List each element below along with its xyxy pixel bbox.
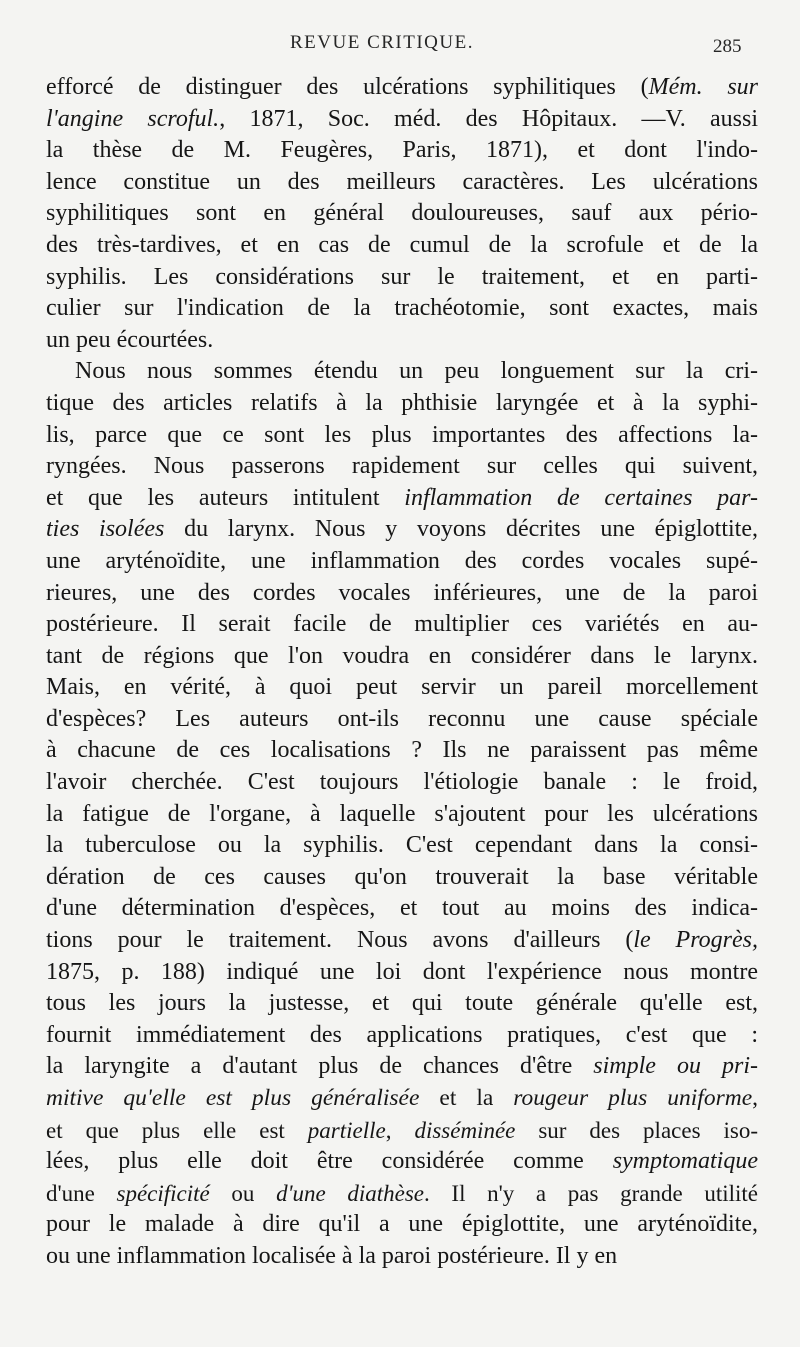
text-run: la fatigue de l'organe, à laquelle s'ajoutent pour les ulcérations [46, 800, 758, 827]
text-run: tous les jours la justesse, et qui toute générale qu'elle est, [46, 990, 758, 1017]
text-run: syphilis. Les considérations sur le traitement, et en parti- [46, 263, 758, 290]
text-line [46, 293, 758, 325]
text-line [46, 1209, 758, 1241]
italic-text-run: l'angine scroful. [46, 105, 220, 132]
text-run: et que les auteurs intitulent [46, 484, 405, 511]
text-run: , 1871, Soc. méd. des Hôpitaux. —V. aussi [219, 105, 758, 132]
text-line [46, 262, 758, 294]
text-run: tions pour le traitement. Nous avons d'ailleurs ( [46, 927, 634, 954]
text-run: et la [419, 1085, 514, 1111]
page-header [0, 30, 800, 60]
text-line [46, 578, 758, 610]
text-line [46, 230, 758, 262]
text-run: un peu écourtées. [46, 326, 214, 353]
italic-text-run: rougeur plus uniforme [513, 1085, 753, 1111]
text-run: d'une [46, 1180, 117, 1206]
text-run: postérieure. Il serait facile de multiplier ces variétés en au- [46, 611, 758, 638]
text-line [46, 641, 758, 673]
text-line [46, 167, 758, 199]
text-line [46, 767, 758, 799]
text-line [46, 104, 758, 136]
text-line [46, 325, 758, 357]
text-run: des très-tardives, et en cas de cumul de la scrofule et de la [46, 231, 758, 258]
text-line [46, 514, 758, 546]
text-line [46, 609, 758, 641]
text-line [46, 1083, 758, 1115]
text-run: lence constitue un des meilleurs caractères. Les ulcérations [46, 168, 758, 195]
text-run: . Il n'y a pas grande utilité [424, 1180, 758, 1206]
text-line [46, 893, 758, 925]
text-line [46, 1146, 758, 1178]
text-run: ou une inflammation localisée à la paroi postérieure. Il y en [46, 1242, 618, 1269]
text-run: lis, parce que ce sont les plus importantes des affections la- [46, 421, 758, 448]
text-run: une aryténoïdite, une inflammation des cordes vocales supé- [46, 547, 758, 574]
text-run: syphilitiques sont en général douloureuses, sauf aux pério- [46, 200, 758, 227]
text-line [46, 451, 758, 483]
text-run: efforcé de distinguer des ulcérations syphilitiques ( [46, 74, 649, 100]
text-run: la tuberculose ou la syphilis. C'est cependant dans la consi- [46, 832, 758, 859]
text-line [46, 198, 758, 230]
text-run: dération de ces causes qu'on trouverait la base véritable [46, 863, 758, 890]
text-line [46, 72, 758, 104]
text-run: fournit immédiatement des applications pratiques, c'est que : [46, 1021, 758, 1048]
text-run: ryngées. Nous passerons rapidement sur celles qui suivent, [46, 453, 758, 480]
text-run: à chacune de ces localisations ? Ils ne paraissent pas même [46, 737, 758, 764]
text-run: du larynx. Nous y voyons décrites une épiglottite, [164, 516, 758, 543]
text-line [46, 862, 758, 894]
text-run: lées, plus elle doit être considérée comme [46, 1148, 613, 1175]
italic-text-run: mitive qu'elle est plus généralisée [46, 1085, 420, 1111]
italic-text-run: inflammation de certaines par- [404, 484, 758, 511]
text-run: d'espèces? Les auteurs ont-ils reconnu une cause spéciale [46, 705, 758, 732]
italic-text-run: le Progrès, [633, 927, 758, 954]
text-run: rieures, une des cordes vocales inférieures, une de la paroi [46, 579, 758, 606]
body-text [46, 72, 758, 1273]
text-line [46, 988, 758, 1020]
text-run: l'avoir cherchée. C'est toujours l'étiologie banale : le froid, [46, 769, 758, 796]
text-line [46, 735, 758, 767]
text-run: , [385, 1117, 415, 1143]
italic-text-run: Mém. sur [648, 74, 758, 100]
italic-text-run: simple ou pri- [593, 1053, 758, 1080]
italic-text-run: d'une diathèse [276, 1180, 425, 1206]
text-run: Mais, en vérité, à quoi peut servir un pareil morcellement [46, 674, 758, 701]
text-line [46, 799, 758, 831]
text-run: la laryngite a d'autant plus de chances d'être [46, 1053, 594, 1080]
text-run: la thèse de M. Feugères, Paris, 1871), et dont l'indo- [46, 137, 758, 164]
text-run: tique des articles relatifs à la phthisie laryngée et à la syphi- [46, 389, 758, 416]
text-run: Nous nous sommes étendu un peu longuement sur la cri- [75, 358, 758, 385]
text-run: 1875, p. 188) indiqué une loi dont l'expérience nous montre [46, 958, 758, 985]
text-line [46, 135, 758, 167]
text-run: culier sur l'indication de la trachéotomie, sont exactes, mais [46, 295, 758, 322]
italic-text-run: spécificité [116, 1180, 210, 1206]
text-run: , [752, 1085, 758, 1111]
text-run: tant de régions que l'on voudra en considérer dans le larynx. [46, 642, 758, 669]
text-line [46, 957, 758, 989]
text-line [46, 356, 758, 388]
text-run: sur des places iso- [515, 1117, 758, 1143]
text-line [46, 672, 758, 704]
text-run: et que plus elle est [46, 1117, 308, 1143]
text-line [46, 1115, 758, 1147]
text-run: pour le malade à dire qu'il a une épiglottite, une aryténoïdite, [46, 1211, 758, 1238]
text-line [46, 1241, 758, 1273]
text-run: d'une détermination d'espèces, et tout au moins des indica- [46, 895, 758, 922]
text-line [46, 1178, 758, 1210]
text-line [46, 704, 758, 736]
italic-text-run: ties isolées [46, 516, 165, 543]
italic-text-run: disséminée [414, 1117, 516, 1143]
text-run: ou [209, 1180, 277, 1206]
text-line [46, 420, 758, 452]
text-line [46, 830, 758, 862]
italic-text-run: partielle [307, 1117, 386, 1143]
text-line [46, 925, 758, 957]
text-line [46, 388, 758, 420]
running-head: REVUE CRITIQUE. [290, 32, 474, 53]
italic-text-run: symptomatique [612, 1148, 758, 1175]
text-line [46, 546, 758, 578]
text-line [46, 483, 758, 515]
page-number: 285 [713, 36, 742, 57]
text-line [46, 1051, 758, 1083]
text-line [46, 1020, 758, 1052]
